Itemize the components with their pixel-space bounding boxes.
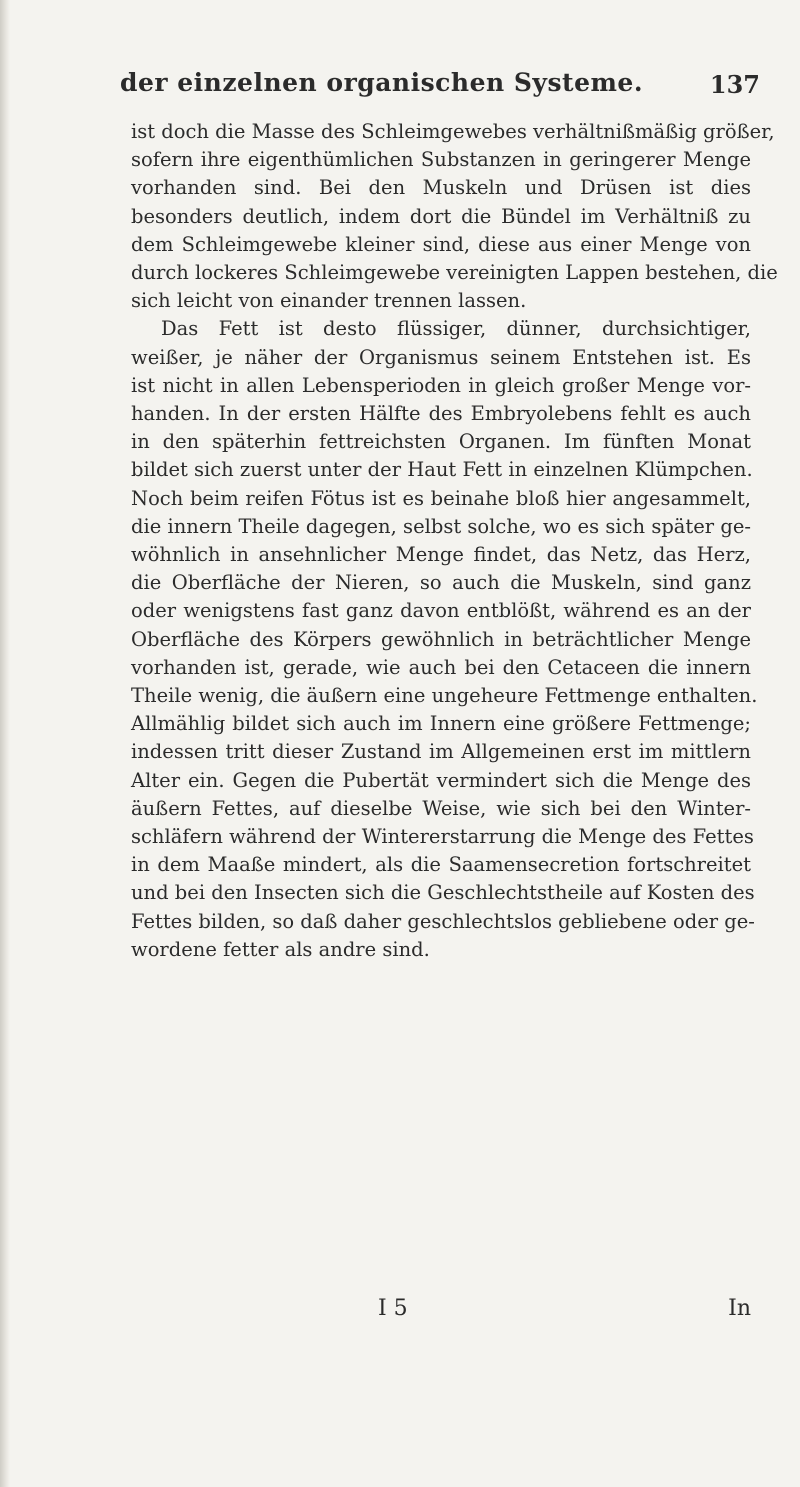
text-line: Noch beim reifen Fötus ist es beinahe bloß hier angesammelt,	[131, 486, 751, 510]
text-line: durch lockeres Schleimgewebe vereinigten Lappen bestehen, die	[131, 261, 778, 285]
text-line: vorhanden sind. Bei den Muskeln und Drüsen ist dies	[131, 176, 751, 200]
text-line: Allmählig bildet sich auch im Innern eine größere Fettmenge;	[131, 712, 751, 736]
text-line: Theile wenig, die äußern eine ungeheure Fettmenge enthalten.	[131, 684, 758, 708]
text-line: indessen tritt dieser Zustand im Allgemeinen erst im mittlern	[131, 740, 751, 764]
text-line: bildet sich zuerst unter der Haut Fett in einzelnen Klümpchen.	[131, 458, 753, 482]
page-number: 137	[709, 70, 760, 99]
binding-edge	[0, 0, 10, 1487]
running-title: der einzelnen organischen Systeme.	[120, 68, 644, 97]
text-line: besonders deutlich, indem dort die Bündel im Verhältniß zu	[131, 204, 751, 228]
text-line: äußern Fettes, auf dieselbe Weise, wie sich bei den Winter-	[131, 796, 751, 820]
text-line: in dem Maaße mindert, als die Saamensecretion fortschreitet	[131, 853, 751, 877]
text-line: Das Fett ist desto flüssiger, dünner, durchsichtiger,	[161, 317, 751, 341]
text-line: Alter ein. Gegen die Pubertät vermindert sich die Menge des	[131, 768, 751, 792]
text-line: und bei den Insecten sich die Geschlechtstheile auf Kosten des	[131, 881, 755, 905]
text-line: die Oberfläche der Nieren, so auch die Muskeln, sind ganz	[131, 571, 751, 595]
text-line: wordene fetter als andre sind.	[131, 937, 430, 961]
catchword: In	[728, 1296, 751, 1321]
text-line: oder wenigstens fast ganz davon entblößt, während es an der	[131, 599, 751, 623]
running-head	[120, 68, 760, 118]
text-line: sich leicht von einander trennen lassen.	[131, 289, 527, 313]
text-line: Oberfläche des Körpers gewöhnlich in beträchtlicher Menge	[131, 627, 751, 651]
text-line: ist doch die Masse des Schleimgewebes verhältnißmäßig größer,	[131, 120, 775, 143]
text-line: sofern ihre eigenthümlichen Substanzen in geringerer Menge	[131, 148, 751, 172]
text-line: in den späterhin fettreichsten Organen. Im fünften Monat	[131, 430, 751, 454]
body-text	[131, 118, 778, 964]
text-line: vorhanden ist, gerade, wie auch bei den Cetaceen die innern	[131, 655, 751, 679]
text-line: Fettes bilden, so daß daher geschlechtslos gebliebene oder ge-	[131, 909, 755, 933]
text-line: die innern Theile dagegen, selbst solche, wo es sich später ge-	[131, 514, 751, 538]
text-line: schläfern während der Wintererstarrung die Menge des Fettes	[131, 825, 754, 849]
text-line: wöhnlich in ansehnlicher Menge findet, das Netz, das Herz,	[131, 543, 751, 567]
text-line: dem Schleimgewebe kleiner sind, diese aus einer Menge von	[131, 232, 751, 256]
text-line: ist nicht in allen Lebensperioden in gleich großer Menge vor-	[131, 373, 751, 397]
page-footer	[131, 1296, 751, 1332]
text-line: handen. In der ersten Hälfte des Embryolebens fehlt es auch	[131, 402, 751, 426]
signature-mark: I 5	[378, 1296, 408, 1321]
text-line: weißer, je näher der Organismus seinem Entstehen ist. Es	[131, 345, 751, 369]
